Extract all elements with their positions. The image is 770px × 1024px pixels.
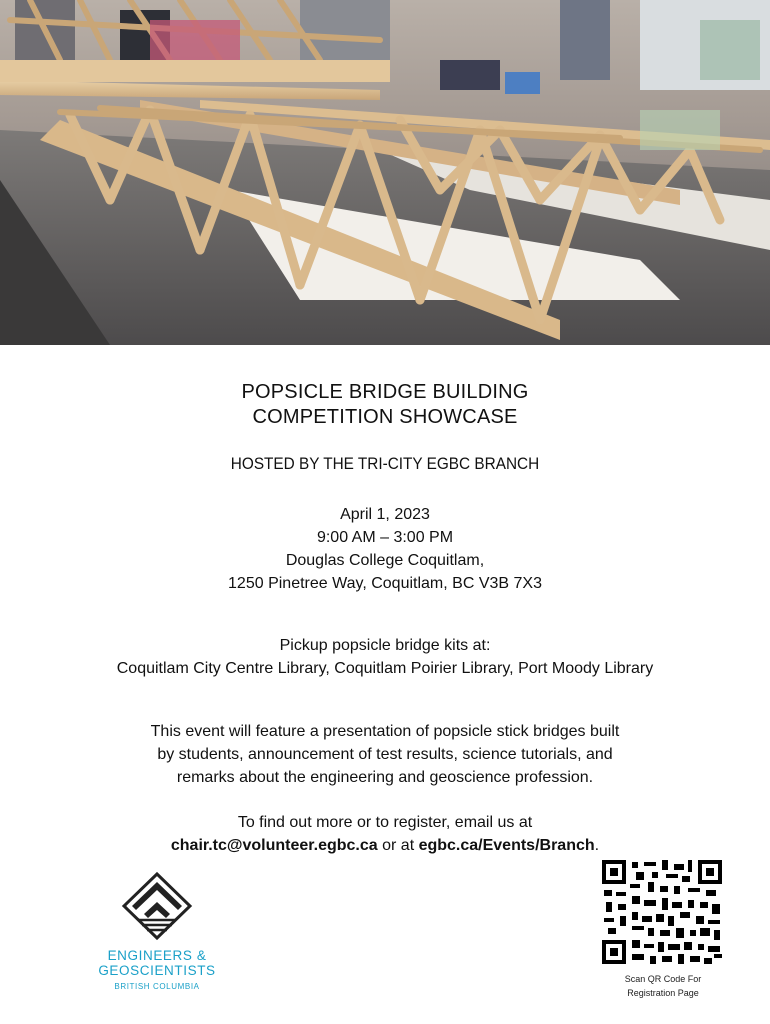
title-line-1: POPSICLE BRIDGE BUILDING [241,381,529,403]
pickup-locations: Coquitlam City Centre Library, Coquitlam Poirier Library, Port Moody Library [116,660,654,677]
egbc-logo-icon [92,868,222,998]
contact-line [0,834,770,857]
contact-end: . [594,837,600,854]
qr-caption-line-1: Scan QR Code For [624,974,702,984]
logo-wordmark [92,948,222,978]
event-description [0,720,770,789]
pickup-intro: Pickup popsicle bridge kits at: [279,637,491,654]
event-venue: Douglas College Coquitlam, [285,552,485,569]
qr-code-icon[interactable] [602,860,722,964]
event-title [0,380,770,430]
contact-intro: To find out more or to register, email us at [237,814,533,831]
title-line-2: COMPETITION SHOWCASE [252,406,518,428]
logo-line-2: GEOSCIENTISTS [98,963,216,978]
qr-caption-line-2: Registration Page [627,988,699,998]
pickup-info [0,634,770,680]
event-address: 1250 Pinetree Way, Coquitlam, BC V3B 7X3 [228,575,542,592]
event-date: April 1, 2023 [340,506,430,523]
event-details [0,503,770,595]
logo-line-1: ENGINEERS & [107,948,207,963]
logo-subtitle: BRITISH COLUMBIA [114,982,200,991]
qr-caption [598,972,728,1000]
description-line-3: remarks about the engineering and geoscience profession. [176,769,594,786]
contact-email-link[interactable]: chair.tc@volunteer.egbc.ca [170,837,378,854]
description-line-1: This event will feature a presentation of popsicle stick bridges built [150,723,620,740]
contact-middle: or at [377,837,419,854]
header-photo [0,0,770,345]
description-line-2: by students, announcement of test results, science tutorials, and [157,746,613,763]
event-time: 9:00 AM – 3:00 PM [316,529,454,546]
host-line: HOSTED BY THE TRI-CITY EGBC BRANCH [230,455,540,473]
contact-url-link[interactable]: egbc.ca/Events/Branch [418,837,595,854]
popsicle-bridge-photo [0,0,770,345]
contact-info [0,811,770,857]
